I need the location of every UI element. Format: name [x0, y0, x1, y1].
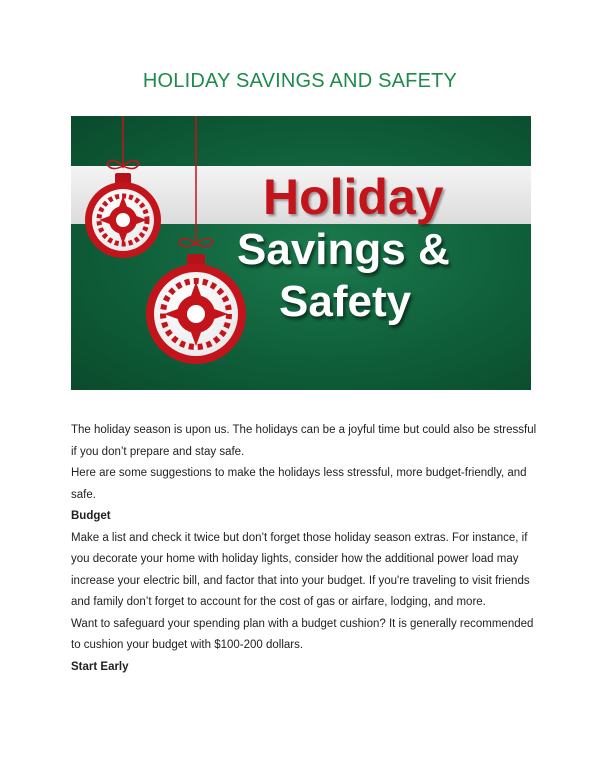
article-body [71, 420, 541, 678]
holiday-banner-image [71, 116, 531, 390]
banner-holiday-text: Holiday [263, 169, 444, 225]
banner-savings-text: Savings & [237, 225, 450, 274]
ornament-icon [146, 116, 246, 364]
intro-paragraph: Here are some suggestions to make the holidays less stressful, more budget-friendly, and safe. [71, 467, 527, 501]
budget-heading: Budget [71, 510, 111, 522]
intro-paragraph: The holiday season is upon us. The holidays can be a joyful time but could also be stressful if you don’t prepare and stay safe. [71, 424, 537, 458]
budget-paragraph: Make a list and check it twice but don’t forget those holiday season extras. For instance, if you decorate your home with holiday lights, consider how the additional power load may increase your electric bill, and factor that into your budget. If you're traveling to visit friends and family don’t forget to account for the cost of gas or airfare, lodging, and more. [71, 531, 530, 608]
page-title: HOLIDAY SAVINGS AND SAFETY [142, 70, 458, 92]
start-early-heading: Start Early [71, 660, 129, 673]
banner-safety-text: Safety [279, 277, 412, 326]
budget-paragraph: Want to safeguard your spending plan with a budget cushion? It is generally recommended to cushion your budget with $100-200 dollars. [71, 617, 534, 651]
